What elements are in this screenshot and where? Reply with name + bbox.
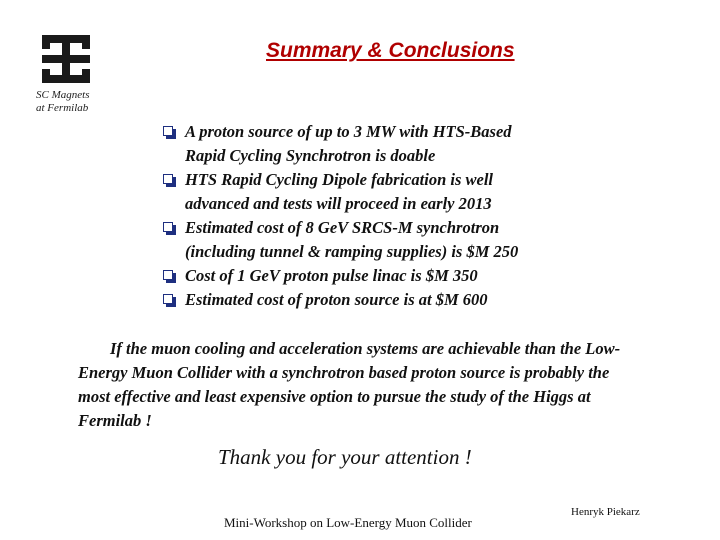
- bullet-item: [163, 264, 623, 288]
- checkbox-bullet-icon: [163, 222, 173, 232]
- bullet-list: [163, 120, 623, 312]
- bullet-line: Estimated cost of proton source is at $M 600: [185, 290, 488, 309]
- bullet-line: HTS Rapid Cycling Dipole fabrication is well: [185, 170, 494, 189]
- checkbox-bullet-icon: [163, 126, 173, 136]
- subtitle-line-2: at Fermilab: [36, 102, 89, 114]
- bullet-item: [163, 288, 623, 312]
- checkbox-bullet-icon: [163, 294, 173, 304]
- conclusion-paragraph: If the muon cooling and acceleration systems are achievable than the Low-Energy Muon Collider with a synchrotron based proton source is probably the most effective and least expensive option to pursue the study of the Higgs at Fermilab !: [78, 339, 621, 430]
- checkbox-bullet-icon: [163, 270, 173, 280]
- footer-event: Mini-Workshop on Low-Energy Muon Collider: [224, 515, 472, 530]
- bullet-line: advanced and tests will proceed in early 2013: [185, 194, 492, 213]
- bullet-line: (including tunnel & ramping supplies) is $M 250: [185, 242, 519, 261]
- bullet-item: [163, 216, 623, 264]
- fermilab-logo-icon: [40, 33, 92, 85]
- thanks-message: Thank you for your attention !: [218, 445, 472, 469]
- bullet-line: A proton source of up to 3 MW with HTS-Based: [185, 122, 512, 141]
- checkbox-bullet-icon: [163, 174, 173, 184]
- page-title: Summary & Conclusions: [266, 39, 515, 62]
- bullet-item: [163, 168, 623, 216]
- bullet-line: Rapid Cycling Synchrotron is doable: [185, 146, 436, 165]
- bullet-line: Estimated cost of 8 GeV SRCS-M synchrotron: [185, 218, 500, 237]
- bullet-line: Cost of 1 GeV proton pulse linac is $M 350: [185, 266, 478, 285]
- section-subtitle: [36, 89, 89, 115]
- bullet-item: [163, 120, 623, 168]
- subtitle-line-1: SC Magnets: [36, 89, 90, 101]
- footer-author: Henryk Piekarz: [571, 506, 640, 518]
